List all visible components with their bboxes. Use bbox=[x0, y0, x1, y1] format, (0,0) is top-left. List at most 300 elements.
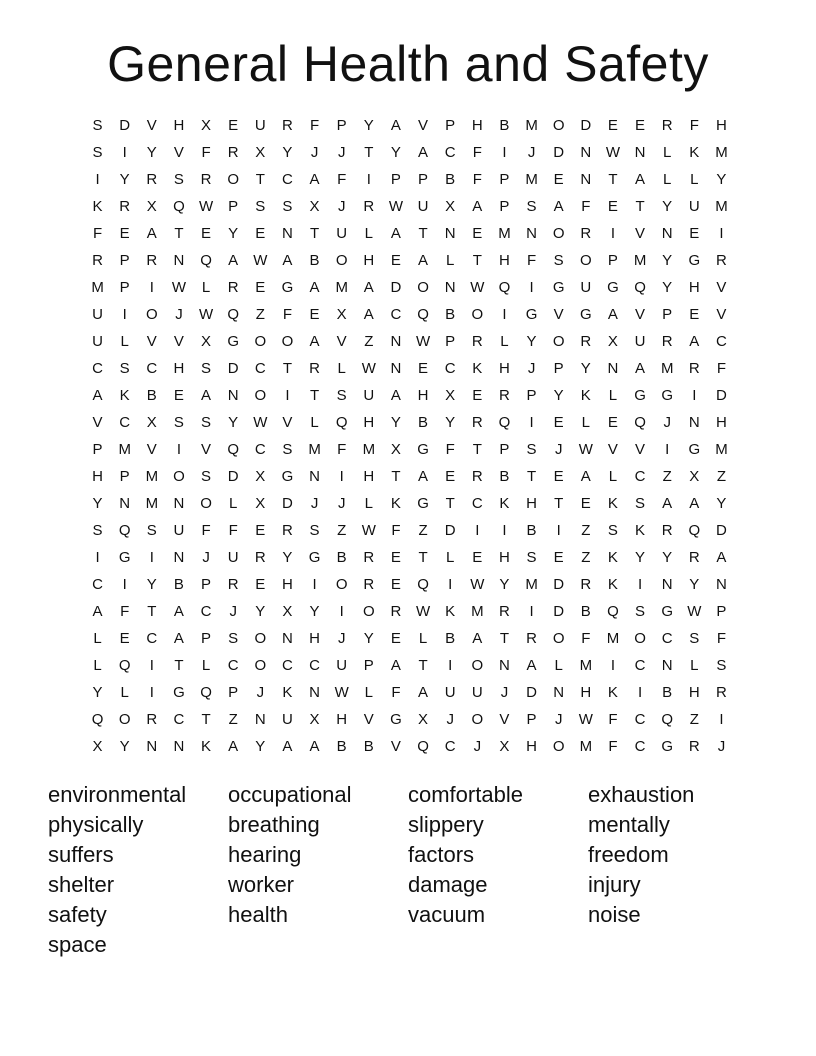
grid-letter: M bbox=[118, 441, 131, 458]
grid-letter: R bbox=[661, 333, 673, 350]
grid-letter: L bbox=[418, 630, 428, 647]
grid-letter: G bbox=[552, 279, 565, 296]
grid-letter: I bbox=[448, 576, 453, 593]
grid-letter: C bbox=[92, 360, 103, 377]
grid-letter: W bbox=[253, 414, 268, 431]
grid-letter: U bbox=[173, 522, 185, 539]
grid-letter: J bbox=[527, 144, 536, 161]
grid-letter: J bbox=[337, 144, 346, 161]
grid-letter: I bbox=[149, 684, 154, 701]
word-item: occupational bbox=[228, 782, 352, 807]
grid-letter: I bbox=[122, 576, 127, 593]
grid-letter: O bbox=[281, 333, 294, 350]
grid-letter: Y bbox=[635, 549, 646, 566]
grid-letter: X bbox=[499, 738, 510, 755]
letter-grid bbox=[84, 112, 735, 760]
grid-letter: H bbox=[716, 414, 727, 431]
grid-letter: A bbox=[390, 117, 401, 134]
grid-letter: T bbox=[554, 495, 564, 512]
grid-letter: G bbox=[173, 684, 185, 701]
grid-letter: W bbox=[470, 576, 485, 593]
grid-letter: O bbox=[227, 171, 240, 188]
grid-letter: T bbox=[472, 441, 482, 458]
grid-row bbox=[84, 490, 735, 517]
grid-letter: N bbox=[119, 495, 131, 512]
grid-letter: Q bbox=[498, 414, 511, 431]
word-column bbox=[228, 780, 408, 960]
grid-letter: I bbox=[719, 225, 724, 242]
grid-letter: S bbox=[309, 522, 320, 539]
grid-letter: L bbox=[690, 171, 699, 188]
grid-letter: Z bbox=[689, 711, 699, 728]
grid-letter: G bbox=[661, 603, 674, 620]
grid-letter: J bbox=[500, 684, 509, 701]
grid-letter: T bbox=[147, 603, 157, 620]
grid-letter: D bbox=[282, 495, 293, 512]
grid-letter: L bbox=[663, 171, 672, 188]
grid-letter: M bbox=[471, 603, 484, 620]
grid-letter: S bbox=[173, 414, 184, 431]
grid-letter: C bbox=[200, 603, 212, 620]
grid-letter: L bbox=[120, 684, 129, 701]
grid-letter: R bbox=[390, 603, 402, 620]
grid-letter: D bbox=[119, 117, 131, 134]
grid-letter: V bbox=[418, 117, 429, 134]
grid-letter: P bbox=[119, 468, 130, 485]
grid-letter: B bbox=[499, 468, 510, 485]
grid-row bbox=[84, 220, 735, 247]
grid-letter: J bbox=[310, 144, 319, 161]
grid-letter: R bbox=[227, 144, 239, 161]
grid-letter: X bbox=[201, 333, 212, 350]
grid-letter: X bbox=[418, 711, 429, 728]
word-item: exhaustion bbox=[588, 782, 695, 807]
grid-letter: Y bbox=[390, 414, 401, 431]
grid-letter: O bbox=[471, 711, 484, 728]
grid-letter: P bbox=[499, 171, 510, 188]
grid-letter: P bbox=[526, 387, 537, 404]
grid-letter: C bbox=[254, 360, 266, 377]
grid-letter: X bbox=[607, 333, 618, 350]
grid-row bbox=[84, 166, 735, 193]
grid-letter: Z bbox=[364, 333, 374, 350]
grid-letter: A bbox=[418, 252, 429, 269]
grid-letter: X bbox=[445, 198, 456, 215]
grid-letter: P bbox=[228, 684, 239, 701]
grid-letter: R bbox=[227, 576, 239, 593]
grid-letter: T bbox=[418, 657, 428, 674]
word-item: space bbox=[48, 932, 107, 957]
grid-letter: T bbox=[499, 630, 510, 647]
grid-letter: H bbox=[417, 387, 429, 404]
grid-letter: P bbox=[662, 306, 673, 323]
grid-letter: R bbox=[227, 279, 239, 296]
grid-letter: B bbox=[173, 576, 184, 593]
grid-letter: E bbox=[309, 306, 320, 323]
grid-letter: W bbox=[361, 360, 376, 377]
grid-letter: A bbox=[689, 495, 700, 512]
grid-letter: Y bbox=[363, 630, 374, 647]
grid-letter: O bbox=[362, 603, 375, 620]
grid-letter: N bbox=[173, 495, 185, 512]
grid-letter: Q bbox=[688, 522, 701, 539]
grid-letter: N bbox=[282, 630, 293, 647]
grid-letter: M bbox=[145, 495, 159, 512]
grid-letter: C bbox=[146, 360, 158, 377]
grid-letter: B bbox=[363, 738, 374, 755]
grid-letter: P bbox=[526, 711, 537, 728]
grid-letter: V bbox=[635, 441, 646, 458]
grid-letter: S bbox=[526, 441, 537, 458]
grid-letter: Y bbox=[553, 387, 564, 404]
grid-letter: Y bbox=[146, 144, 157, 161]
word-item: breathing bbox=[228, 812, 320, 837]
grid-letter: I bbox=[475, 522, 480, 539]
grid-letter: I bbox=[502, 306, 507, 323]
grid-letter: R bbox=[282, 522, 293, 539]
grid-letter: R bbox=[363, 549, 375, 566]
grid-letter: V bbox=[499, 711, 510, 728]
grid-letter: R bbox=[661, 522, 673, 539]
grid-letter: F bbox=[689, 117, 699, 134]
grid-letter: M bbox=[362, 441, 376, 458]
grid-letter: R bbox=[688, 549, 700, 566]
grid-letter: A bbox=[689, 333, 700, 350]
grid-letter: N bbox=[688, 414, 700, 431]
grid-letter: R bbox=[363, 198, 375, 215]
grid-letter: L bbox=[201, 279, 211, 296]
grid-letter: R bbox=[200, 171, 212, 188]
grid-letter: E bbox=[119, 630, 130, 647]
grid-letter: E bbox=[228, 117, 239, 134]
grid-letter: M bbox=[308, 441, 321, 458]
grid-letter: P bbox=[445, 117, 456, 134]
word-item: physically bbox=[48, 812, 144, 837]
grid-letter: N bbox=[716, 576, 727, 593]
grid-letter: B bbox=[499, 117, 510, 134]
grid-letter: N bbox=[499, 657, 510, 674]
grid-letter: C bbox=[92, 576, 103, 593]
grid-letter: X bbox=[309, 711, 320, 728]
grid-letter: G bbox=[227, 333, 240, 350]
grid-letter: N bbox=[173, 738, 185, 755]
word-item: injury bbox=[588, 872, 641, 897]
grid-letter: P bbox=[363, 657, 374, 674]
grid-letter: X bbox=[255, 144, 266, 161]
grid-letter: Y bbox=[146, 576, 157, 593]
grid-row bbox=[84, 193, 735, 220]
grid-letter: W bbox=[171, 279, 187, 296]
grid-letter: F bbox=[445, 441, 455, 458]
grid-letter: M bbox=[606, 630, 620, 647]
grid-letter: Y bbox=[445, 414, 456, 431]
grid-letter: X bbox=[92, 738, 103, 755]
page-title: General Health and Safety bbox=[107, 36, 709, 92]
grid-letter: A bbox=[228, 252, 239, 269]
grid-letter: I bbox=[448, 657, 453, 674]
grid-letter: R bbox=[580, 225, 592, 242]
grid-row bbox=[84, 274, 735, 301]
grid-letter: Y bbox=[119, 171, 130, 188]
grid-letter: X bbox=[255, 495, 266, 512]
word-item: mentally bbox=[588, 812, 670, 837]
grid-letter: J bbox=[527, 360, 536, 377]
grid-letter: E bbox=[255, 279, 266, 296]
grid-letter: E bbox=[553, 549, 564, 566]
grid-letter: C bbox=[634, 738, 646, 755]
grid-letter: K bbox=[119, 387, 130, 404]
grid-letter: A bbox=[635, 360, 646, 377]
grid-letter: A bbox=[390, 657, 401, 674]
grid-letter: T bbox=[472, 252, 482, 269]
grid-letter: S bbox=[526, 549, 537, 566]
grid-letter: R bbox=[661, 117, 673, 134]
grid-letter: Y bbox=[363, 117, 374, 134]
grid-letter: W bbox=[578, 711, 593, 728]
grid-letter: J bbox=[717, 738, 726, 755]
word-item: worker bbox=[228, 872, 295, 897]
grid-letter: U bbox=[92, 333, 103, 350]
grid-letter: I bbox=[665, 441, 670, 458]
word-item: vacuum bbox=[408, 902, 486, 927]
grid-letter: T bbox=[174, 225, 184, 242]
grid-letter: F bbox=[92, 225, 103, 242]
grid-letter: T bbox=[309, 225, 320, 242]
grid-letter: K bbox=[201, 738, 212, 755]
word-column bbox=[408, 780, 588, 960]
grid-letter: E bbox=[255, 576, 266, 593]
grid-letter: I bbox=[637, 576, 643, 593]
grid-letter: O bbox=[173, 468, 185, 485]
grid-letter: N bbox=[173, 549, 185, 566]
grid-row bbox=[84, 733, 735, 760]
grid-letter: U bbox=[634, 333, 646, 350]
grid-letter: L bbox=[229, 495, 238, 512]
word-item: slippery bbox=[408, 812, 484, 837]
grid-letter: L bbox=[663, 144, 672, 161]
grid-letter: S bbox=[635, 603, 646, 620]
grid-letter: V bbox=[390, 738, 401, 755]
grid-letter: E bbox=[390, 630, 401, 647]
grid-letter: C bbox=[634, 711, 646, 728]
grid-letter: D bbox=[526, 684, 537, 701]
grid-letter: Y bbox=[526, 333, 537, 350]
grid-letter: L bbox=[690, 657, 699, 674]
grid-letter: H bbox=[471, 117, 483, 134]
grid-letter: O bbox=[552, 738, 565, 755]
grid-letter: H bbox=[363, 468, 375, 485]
grid-letter: A bbox=[363, 279, 374, 296]
grid-letter: L bbox=[120, 333, 129, 350]
grid-row bbox=[84, 571, 735, 598]
grid-letter: I bbox=[637, 684, 643, 701]
grid-letter: C bbox=[146, 630, 158, 647]
grid-letter: E bbox=[390, 252, 401, 269]
grid-letter: G bbox=[607, 279, 619, 296]
grid-letter: R bbox=[716, 684, 727, 701]
grid-letter: R bbox=[254, 549, 266, 566]
grid-letter: Y bbox=[255, 738, 266, 755]
grid-letter: I bbox=[339, 468, 344, 485]
grid-letter: A bbox=[607, 306, 618, 323]
grid-letter: S bbox=[201, 414, 212, 431]
grid-letter: W bbox=[605, 144, 621, 161]
grid-letter: A bbox=[92, 387, 103, 404]
grid-letter: A bbox=[716, 549, 727, 566]
grid-letter: A bbox=[228, 738, 239, 755]
grid-letter: E bbox=[255, 225, 266, 242]
grid-letter: R bbox=[580, 333, 592, 350]
grid-letter: C bbox=[282, 171, 293, 188]
grid-letter: G bbox=[688, 441, 701, 458]
grid-letter: Y bbox=[228, 414, 239, 431]
grid-letter: B bbox=[336, 549, 347, 566]
grid-letter: D bbox=[580, 117, 592, 134]
grid-letter: Q bbox=[173, 198, 185, 215]
grid-letter: A bbox=[526, 657, 537, 674]
word-item: health bbox=[228, 902, 288, 927]
grid-letter: Q bbox=[417, 738, 429, 755]
grid-letter: D bbox=[390, 279, 402, 296]
grid-letter: M bbox=[145, 468, 159, 485]
grid-letter: I bbox=[610, 225, 616, 242]
word-item: freedom bbox=[588, 842, 669, 867]
grid-letter: E bbox=[635, 117, 646, 134]
grid-row bbox=[84, 544, 735, 571]
grid-row bbox=[84, 652, 735, 679]
grid-letter: C bbox=[254, 441, 266, 458]
grid-letter: A bbox=[635, 171, 646, 188]
grid-letter: P bbox=[119, 252, 130, 269]
grid-letter: U bbox=[92, 306, 103, 323]
grid-letter: W bbox=[470, 279, 485, 296]
grid-letter: V bbox=[716, 279, 727, 296]
grid-letter: R bbox=[499, 387, 510, 404]
grid-letter: Q bbox=[661, 711, 674, 728]
word-item: environmental bbox=[48, 782, 187, 807]
grid-letter: W bbox=[198, 198, 214, 215]
grid-letter: L bbox=[500, 333, 509, 350]
grid-letter: E bbox=[607, 117, 618, 134]
grid-row bbox=[84, 355, 735, 382]
grid-letter: L bbox=[310, 414, 319, 431]
grid-letter: A bbox=[553, 198, 564, 215]
grid-letter: I bbox=[176, 441, 182, 458]
grid-letter: D bbox=[716, 522, 727, 539]
grid-letter: R bbox=[471, 414, 483, 431]
grid-letter: V bbox=[146, 117, 157, 134]
grid-letter: K bbox=[607, 495, 618, 512]
grid-letter: F bbox=[228, 522, 238, 539]
grid-letter: I bbox=[285, 387, 290, 404]
grid-letter: K bbox=[499, 495, 510, 512]
grid-row bbox=[84, 139, 735, 166]
grid-letter: O bbox=[254, 657, 267, 674]
grid-letter: G bbox=[281, 468, 294, 485]
grid-letter: Y bbox=[716, 171, 727, 188]
word-item: shelter bbox=[48, 872, 115, 897]
grid-letter: M bbox=[579, 657, 593, 674]
grid-letter: N bbox=[254, 711, 266, 728]
grid-letter: F bbox=[716, 630, 727, 647]
grid-letter: Q bbox=[417, 576, 429, 593]
grid-letter: Y bbox=[662, 198, 673, 215]
grid-letter: H bbox=[688, 684, 700, 701]
grid-letter: L bbox=[364, 684, 373, 701]
grid-letter: V bbox=[336, 333, 347, 350]
grid-letter: M bbox=[335, 279, 348, 296]
grid-letter: S bbox=[282, 441, 293, 458]
grid-letter: P bbox=[228, 198, 239, 215]
grid-letter: E bbox=[607, 414, 618, 431]
grid-letter: E bbox=[580, 495, 591, 512]
grid-letter: S bbox=[173, 171, 184, 188]
grid-letter: P bbox=[201, 576, 212, 593]
grid-letter: N bbox=[661, 225, 673, 242]
grid-letter: W bbox=[415, 333, 431, 350]
grid-letter: T bbox=[201, 711, 211, 728]
grid-row bbox=[84, 112, 735, 139]
grid-letter: I bbox=[149, 657, 154, 674]
grid-letter: P bbox=[716, 603, 727, 620]
grid-letter: E bbox=[445, 468, 456, 485]
grid-letter: A bbox=[472, 630, 483, 647]
grid-letter: M bbox=[525, 117, 538, 134]
grid-letter: E bbox=[472, 387, 483, 404]
grid-letter: S bbox=[689, 630, 700, 647]
grid-letter: S bbox=[201, 360, 212, 377]
grid-letter: E bbox=[689, 225, 700, 242]
grid-letter: J bbox=[337, 630, 346, 647]
grid-letter: Q bbox=[91, 711, 104, 728]
grid-letter: K bbox=[635, 522, 646, 539]
grid-letter: R bbox=[146, 171, 158, 188]
grid-letter: H bbox=[526, 738, 537, 755]
grid-letter: W bbox=[578, 441, 593, 458]
grid-letter: B bbox=[662, 684, 673, 701]
grid-letter: O bbox=[254, 630, 267, 647]
grid-letter: A bbox=[390, 225, 401, 242]
grid-letter: N bbox=[661, 657, 673, 674]
grid-letter: T bbox=[309, 387, 320, 404]
grid-letter: K bbox=[472, 360, 483, 377]
grid-letter: A bbox=[418, 468, 429, 485]
grid-letter: L bbox=[608, 387, 618, 404]
grid-letter: T bbox=[391, 468, 401, 485]
grid-letter: N bbox=[390, 333, 402, 350]
grid-letter: N bbox=[146, 738, 158, 755]
grid-letter: I bbox=[366, 171, 371, 188]
grid-letter: S bbox=[255, 198, 266, 215]
grid-letter: W bbox=[388, 198, 404, 215]
grid-letter: X bbox=[201, 117, 212, 134]
grid-letter: A bbox=[662, 495, 673, 512]
grid-letter: R bbox=[119, 198, 131, 215]
grid-letter: C bbox=[444, 738, 456, 755]
grid-letter: X bbox=[146, 414, 157, 431]
grid-letter: M bbox=[579, 738, 593, 755]
grid-letter: R bbox=[363, 576, 375, 593]
grid-letter: J bbox=[473, 738, 482, 755]
grid-letter: V bbox=[201, 441, 212, 458]
grid-letter: L bbox=[201, 657, 211, 674]
grid-letter: V bbox=[146, 441, 157, 458]
grid-letter: E bbox=[390, 549, 401, 566]
grid-letter: E bbox=[553, 414, 564, 431]
grid-letter: K bbox=[580, 387, 591, 404]
grid-letter: X bbox=[282, 603, 293, 620]
grid-letter: I bbox=[95, 171, 100, 188]
